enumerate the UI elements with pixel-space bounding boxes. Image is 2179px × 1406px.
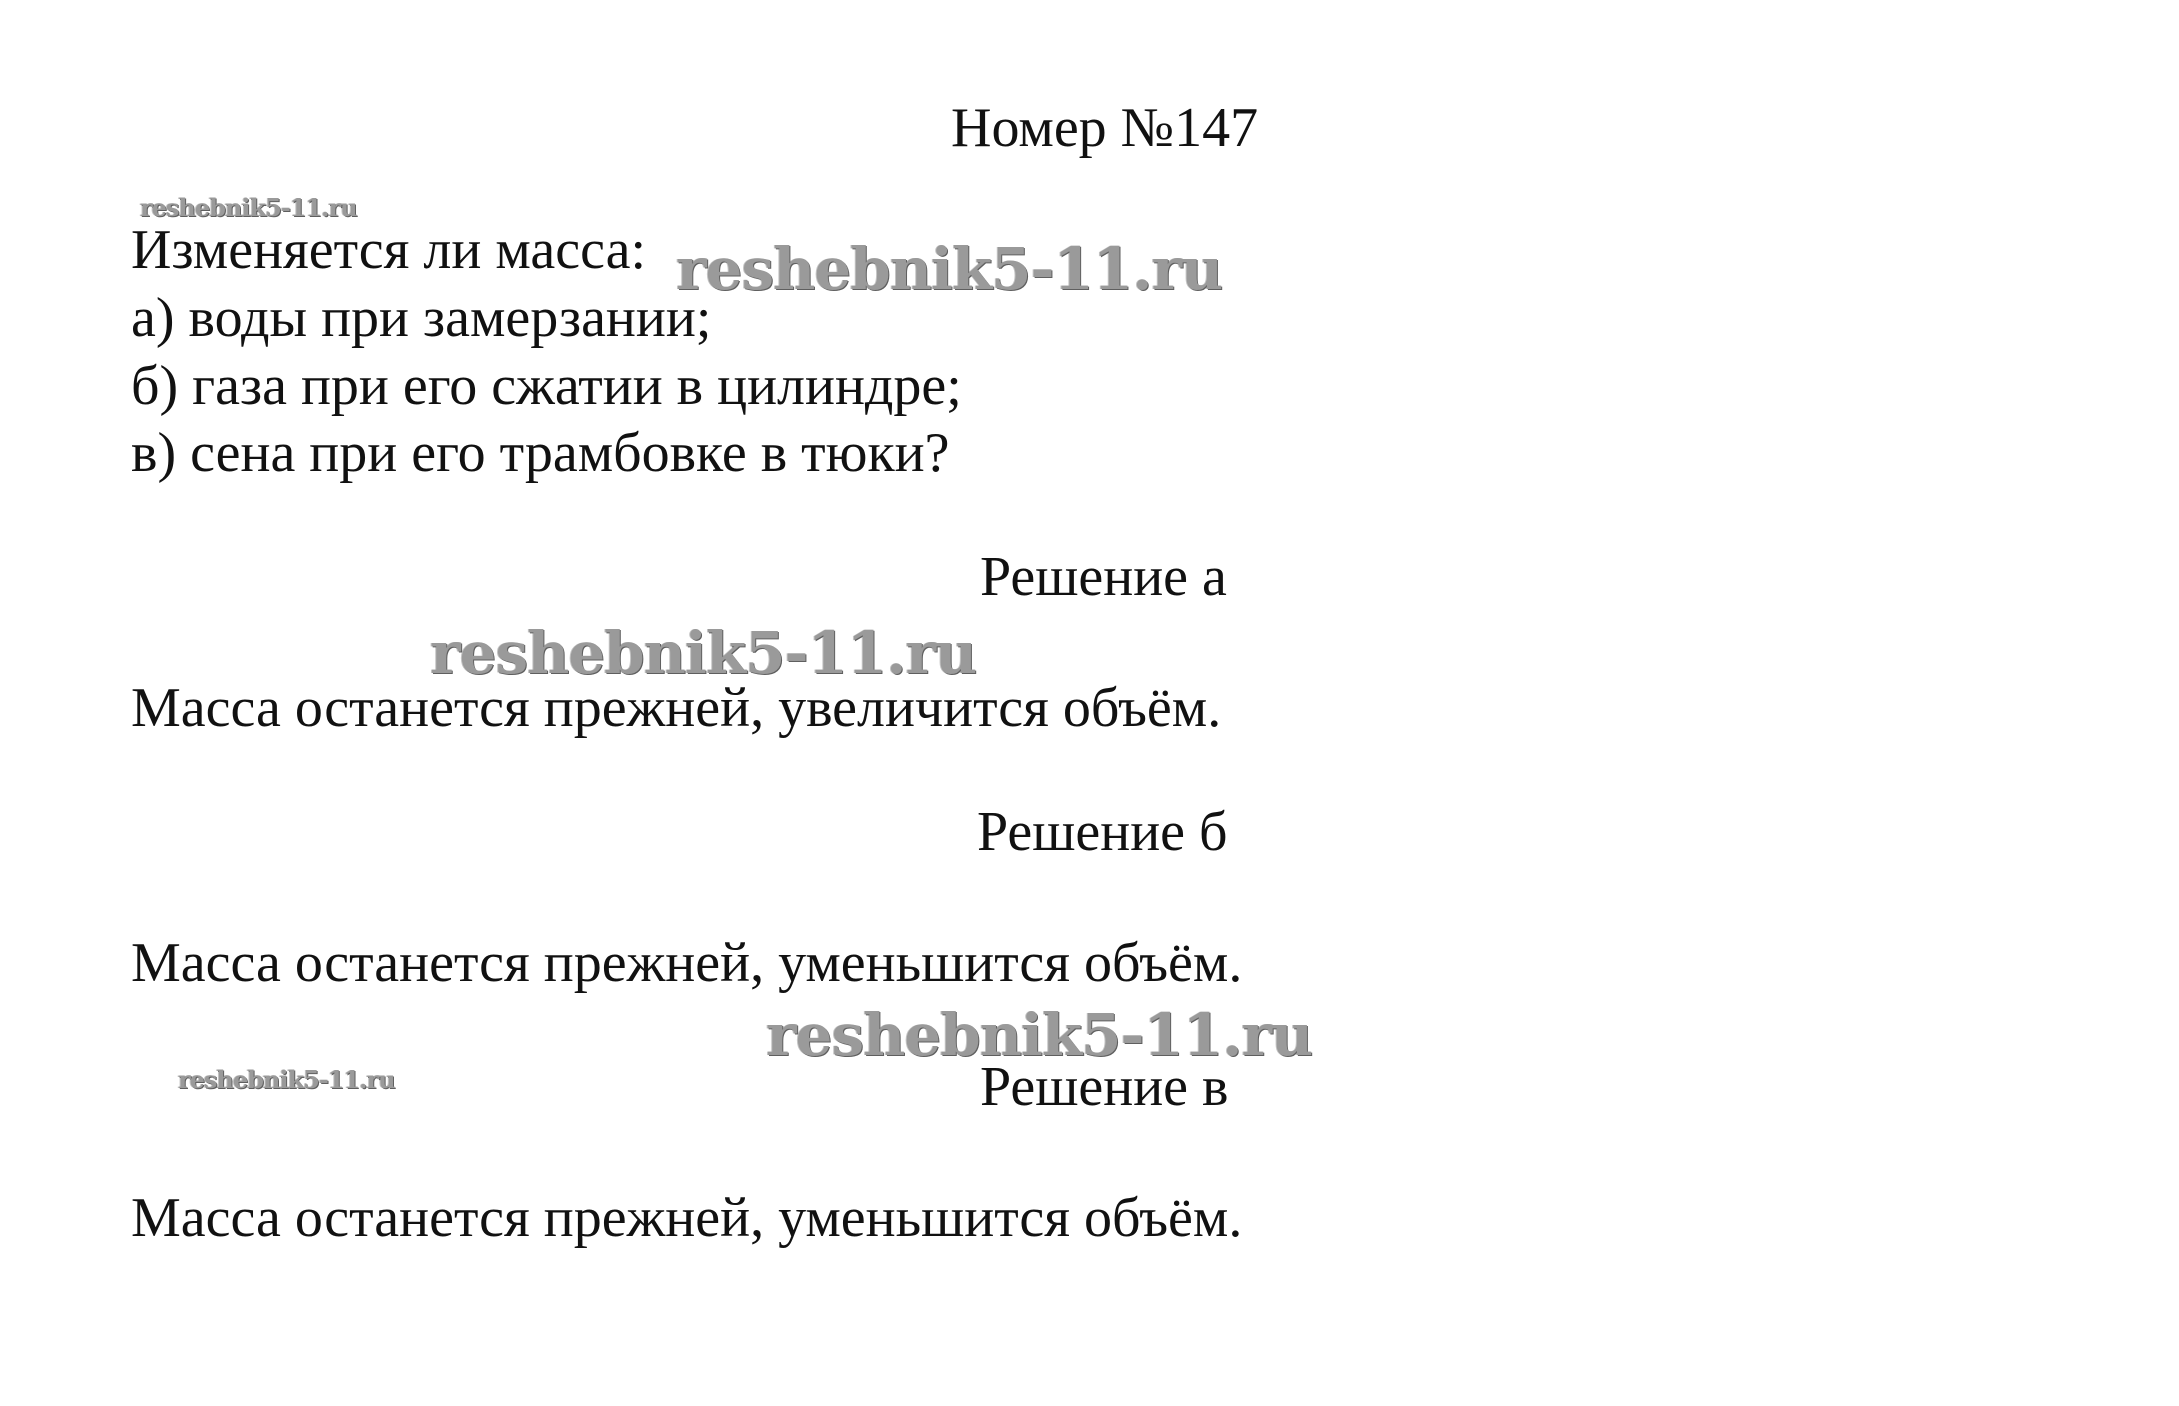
watermark-solution-c: reshebnik5-11.ru (766, 1001, 1313, 1069)
solution-heading-a: Решение а (980, 546, 1227, 608)
watermark-small-top: reshebnik5-11.ru (140, 193, 357, 222)
page-title: Номер №147 (951, 97, 1259, 159)
watermark-question: reshebnik5-11.ru (676, 235, 1223, 303)
solution-text-b: Масса останется прежней, уменьшится объём. (131, 932, 1243, 994)
question-item-b: б) газа при его сжатии в цилиндре; (131, 355, 962, 417)
solution-heading-b: Решение б (977, 801, 1228, 863)
question-intro: Изменяется ли масса: (131, 219, 647, 281)
solution-text-a: Масса останется прежней, увеличится объём. (131, 677, 1222, 739)
watermark-solution-a: reshebnik5-11.ru (430, 619, 977, 687)
question-item-a: а) воды при замерзании; (131, 287, 712, 349)
solution-text-c: Масса останется прежней, уменьшится объём. (131, 1187, 1243, 1249)
watermark-small-bottom: reshebnik5-11.ru (178, 1065, 395, 1094)
question-item-c: в) сена при его трамбовке в тюки? (131, 422, 950, 484)
solution-heading-c: Решение в (980, 1056, 1229, 1118)
